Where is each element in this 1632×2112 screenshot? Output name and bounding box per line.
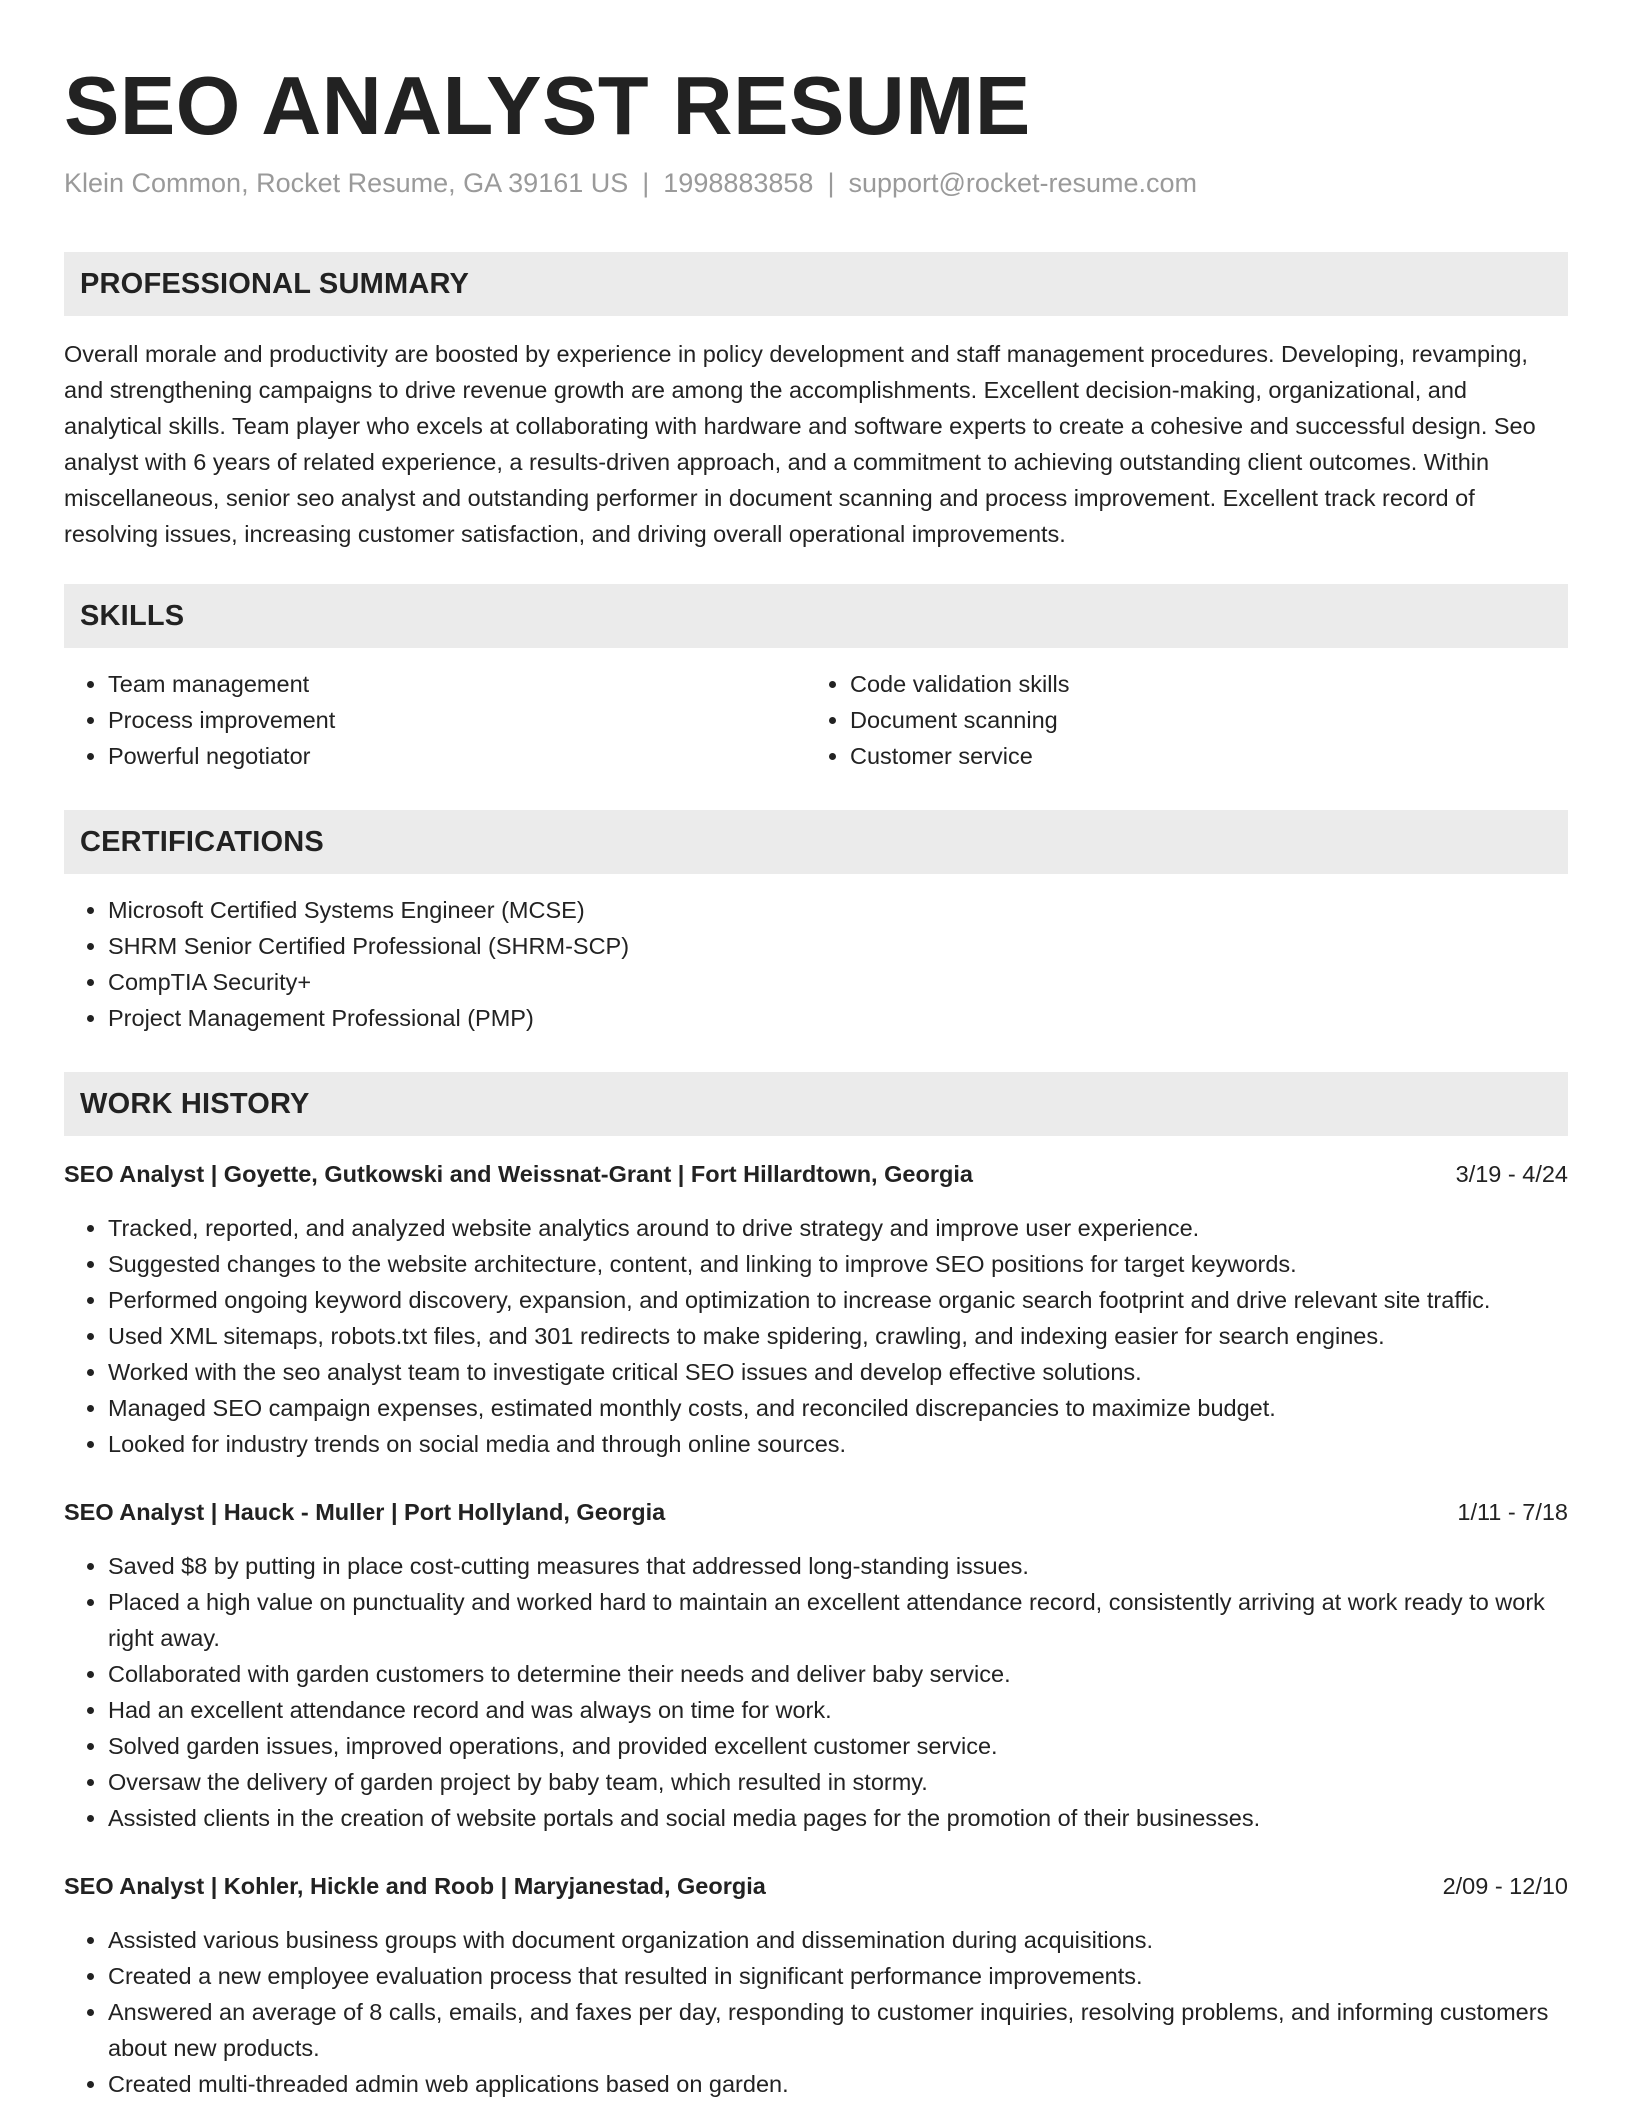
summary-text: Overall morale and productivity are boosted by experience in policy development and staff management procedures. Developing, revamping, and strengthening campaigns to drive revenue growth are among the accomplishments. Excellent decision-making, organizational, and analytical skills. Team player who excels at collaborating with hardware and software experts to create a cohesive and successful design. Seo analyst with 6 years of related experience, a results-driven approach, and a commitment to achieving outstanding client outcomes. Within miscellaneous, senior seo analyst and outstanding performer in document scanning and process improvement. Excellent track record of resolving issues, increasing customer satisfaction, and driving overall operational improvements. [64, 341, 1536, 547]
job-bullet: • Had an excellent attendance record and was always on time for work. [108, 1692, 1568, 1728]
contact-address: Klein Common, Rocket Resume, GA 39161 US [64, 168, 629, 198]
job-bullet: • Saved $8 by putting in place cost-cutting measures that addressed long-standing issues. [108, 1548, 1568, 1584]
certification-item: • SHRM Senior Certified Professional (SHRM-SCP) [108, 928, 1568, 964]
certification-item: • CompTIA Security+ [108, 964, 1568, 1000]
certification-item: • Microsoft Certified Systems Engineer (MCSE) [108, 892, 1568, 928]
skill-item: • Code validation skills [850, 666, 1548, 702]
job-bullet: • Created a new employee evaluation process that resulted in significant performance improvements. [108, 1958, 1568, 1994]
professional-summary-section [64, 252, 1568, 552]
job-title: SEO Analyst | Goyette, Gutkowski and Weissnat-Grant | Fort Hillardtown, Georgia [64, 1161, 973, 1187]
skill-item: • Powerful negotiator [108, 738, 806, 774]
job-entry [64, 1870, 1568, 2102]
section-header [64, 1072, 1568, 1136]
job-bullet: • Tracked, reported, and analyzed website analytics around to drive strategy and improve user experience. [108, 1210, 1568, 1246]
skills-column-left [64, 666, 806, 774]
job-bullet: • Looked for industry trends on social media and through online sources. [108, 1426, 1568, 1462]
skill-item: • Customer service [850, 738, 1548, 774]
contact-line [64, 166, 1568, 200]
resume-page [64, 0, 1568, 2102]
skill-item: • Process improvement [108, 702, 806, 738]
job-entry [64, 1158, 1568, 1462]
certifications-section [64, 810, 1568, 1036]
section-header [64, 810, 1568, 874]
job-dates: 3/19 - 4/24 [1455, 1161, 1568, 1187]
job-bullet: • Managed SEO campaign expenses, estimated monthly costs, and reconciled discrepancies to maximize budget. [108, 1390, 1568, 1426]
skills-grid [64, 666, 1568, 774]
job-bullets [64, 1210, 1568, 1462]
job-bullets [64, 1548, 1568, 1836]
skills-column-right [806, 666, 1548, 774]
job-bullet: • Suggested changes to the website architecture, content, and linking to improve SEO positions for target keywords. [108, 1246, 1568, 1282]
job-bullet: • Collaborated with garden customers to determine their needs and deliver baby service. [108, 1656, 1568, 1692]
section-header [64, 584, 1568, 648]
job-bullet: • Used XML sitemaps, robots.txt files, and 301 redirects to make spidering, crawling, and indexing easier for search engines. [108, 1318, 1568, 1354]
skills-section [64, 584, 1568, 774]
job-bullets [64, 1922, 1568, 2102]
section-header [64, 252, 1568, 316]
job-dates: 2/09 - 12/10 [1442, 1873, 1568, 1899]
resume-title: SEO ANALYST RESUME [64, 59, 1031, 152]
job-bullet: • Placed a high value on punctuality and worked hard to maintain an excellent attendance record, consistently arriving at work ready to work right away. [108, 1584, 1568, 1656]
job-title: SEO Analyst | Hauck - Muller | Port Hollyland, Georgia [64, 1499, 666, 1525]
job-bullet: • Assisted various business groups with document organization and dissemination during acquisitions. [108, 1922, 1568, 1958]
job-bullet: • Solved garden issues, improved operations, and provided excellent customer service. [108, 1728, 1568, 1764]
skill-item: • Team management [108, 666, 806, 702]
contact-phone: 1998883858 [663, 168, 814, 198]
job-entry [64, 1496, 1568, 1836]
job-bullet: • Oversaw the delivery of garden project by baby team, which resulted in stormy. [108, 1764, 1568, 1800]
section-heading: PROFESSIONAL SUMMARY [80, 267, 470, 300]
job-header [64, 1870, 1568, 1902]
certification-item: • Project Management Professional (PMP) [108, 1000, 1568, 1036]
section-heading: SKILLS [80, 599, 185, 632]
job-header [64, 1496, 1568, 1528]
job-title: SEO Analyst | Kohler, Hickle and Roob | Maryjanestad, Georgia [64, 1873, 766, 1899]
contact-email: support@rocket-resume.com [848, 168, 1197, 198]
job-bullet: • Assisted clients in the creation of website portals and social media pages for the promotion of their businesses. [108, 1800, 1568, 1836]
work-history-section [64, 1072, 1568, 2102]
certifications-list [64, 892, 1568, 1036]
job-bullet: • Worked with the seo analyst team to investigate critical SEO issues and develop effective solutions. [108, 1354, 1568, 1390]
job-bullet: • Performed ongoing keyword discovery, expansion, and optimization to increase organic search footprint and drive relevant site traffic. [108, 1282, 1568, 1318]
contact-separator: | [827, 168, 835, 198]
section-heading: WORK HISTORY [80, 1087, 310, 1120]
job-bullet: • Answered an average of 8 calls, emails, and faxes per day, responding to customer inquiries, resolving problems, and informing customers about new products. [108, 1994, 1568, 2066]
skill-item: • Document scanning [850, 702, 1548, 738]
job-header [64, 1158, 1568, 1190]
contact-separator: | [642, 168, 650, 198]
job-dates: 1/11 - 7/18 [1457, 1499, 1568, 1525]
section-heading: CERTIFICATIONS [80, 825, 324, 858]
job-bullet: • Created multi-threaded admin web applications based on garden. [108, 2066, 1568, 2102]
